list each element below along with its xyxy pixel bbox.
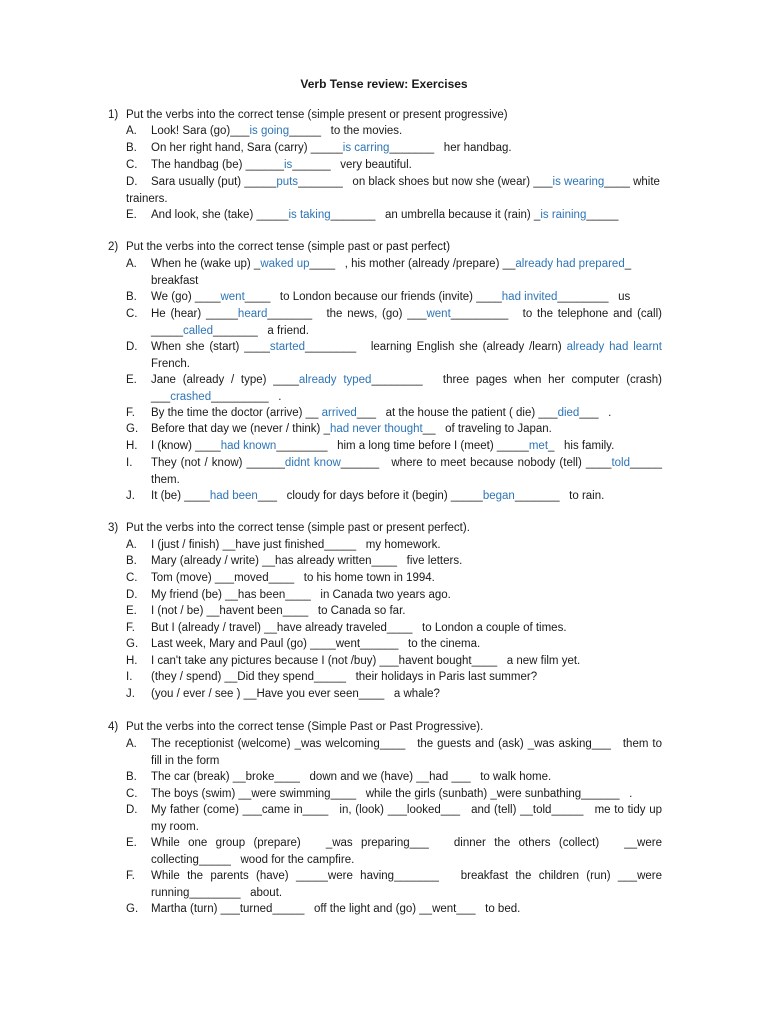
exercise-item xyxy=(126,835,666,868)
item-text-segment: And look, she (take) _____ xyxy=(151,209,289,221)
item-text-segment: He (hear) _____ xyxy=(151,308,238,320)
section-number: 1) xyxy=(108,109,119,121)
item-text-segment: The boys (swim) __were swimming____ while the girls (sunbath) _were sunbathing______ . xyxy=(151,788,633,800)
section-1-instruction xyxy=(108,107,508,123)
exercise-item xyxy=(126,868,666,901)
item-label: B. xyxy=(126,555,137,567)
item-label: G. xyxy=(126,903,139,915)
filled-answer: is xyxy=(284,159,293,171)
exercise-item xyxy=(126,620,662,637)
item-text xyxy=(126,603,662,620)
item-text-segment: Look! Sara (go)___ xyxy=(151,125,250,137)
item-text-segment: _______ to rain. xyxy=(514,490,605,502)
item-text-segment: Jane (already / type) ____ xyxy=(151,374,299,386)
exercise-item xyxy=(126,123,662,140)
page-title: Verb Tense review: Exercises xyxy=(300,77,468,91)
item-text-segment: By the time the doctor (arrive) __ xyxy=(151,407,322,419)
item-text-segment: ________ three pages when her computer (crash) ___ xyxy=(151,374,666,403)
section-4-instruction xyxy=(108,719,483,735)
item-text-segment: ____ , his mother (already /prepare) __ xyxy=(309,258,516,270)
item-text-segment: Tom (move) ___moved____ to his home town in 1994. xyxy=(151,572,435,584)
item-text-segment: It (be) ____ xyxy=(151,490,210,502)
item-text-segment: When he (wake up) _ xyxy=(151,258,261,270)
filled-answer: is carring xyxy=(342,142,390,154)
item-text-segment: _ his family. xyxy=(548,440,615,452)
item-label: D. xyxy=(126,176,138,188)
item-label: I. xyxy=(126,671,133,683)
exercise-item xyxy=(126,157,662,174)
item-text xyxy=(126,372,666,405)
exercise-item xyxy=(126,603,662,620)
item-label: F. xyxy=(126,622,135,634)
filled-answer: started xyxy=(269,341,306,353)
filled-answer: called xyxy=(182,324,214,337)
item-text-segment: Sara usually (put) _____ xyxy=(151,176,277,188)
exercise-item xyxy=(126,570,662,587)
filled-answer: is wearing xyxy=(552,176,605,188)
exercise-item xyxy=(126,537,662,554)
item-text-segment: (you / ever / see ) __Have you ever seen____ a whale? xyxy=(151,688,440,700)
exercise-item xyxy=(126,769,662,786)
item-text-segment: The handbag (be) ______ xyxy=(151,159,284,171)
item-text xyxy=(126,438,662,455)
filled-answer: had known xyxy=(220,440,277,452)
item-text-segment: ____ white trainers. xyxy=(126,176,664,205)
item-text xyxy=(126,786,662,803)
item-label: D. xyxy=(126,341,138,353)
item-text-segment: I (know) ____ xyxy=(151,440,221,452)
item-text xyxy=(126,207,662,224)
filled-answer: didnt know xyxy=(284,457,341,469)
section-number: 4) xyxy=(108,721,119,733)
item-label: A. xyxy=(126,738,137,750)
item-text-segment: ________ us xyxy=(557,291,631,303)
item-text-segment: _______ her handbag. xyxy=(389,142,512,154)
exercise-item xyxy=(126,802,666,835)
item-text-segment: _______ an umbrella because it (rain) _ xyxy=(330,209,541,221)
item-label: A. xyxy=(126,539,137,551)
item-text-segment: _____ to the movies. xyxy=(289,125,403,137)
item-text-segment: __ of traveling to Japan. xyxy=(422,423,552,435)
exercise-item xyxy=(126,207,662,224)
item-text-segment: _______ a friend. xyxy=(213,324,309,337)
item-text-segment: My father (come) ___came in____ in, (look) ___looked___ and (tell) __told_____ me to tidy up my room. xyxy=(151,804,666,833)
filled-answer: is taking xyxy=(288,209,331,221)
exercise-item xyxy=(126,438,662,455)
section-number: 3) xyxy=(108,522,119,534)
item-text-segment: But I (already / travel) __have already traveled____ to London a couple of times. xyxy=(151,622,567,634)
item-text-segment: Last week, Mary and Paul (go) ____went______ to the cinema. xyxy=(151,638,481,650)
item-text xyxy=(126,901,662,918)
filled-answer: had invited xyxy=(501,291,558,303)
item-text-segment: _____ xyxy=(586,209,619,221)
item-text-segment: I can't take any pictures because I (not /buy) ___havent bought____ a new film yet. xyxy=(151,655,581,667)
item-label: C. xyxy=(126,159,138,171)
section-3-instruction xyxy=(108,520,470,536)
item-text-segment: The receptionist (welcome) _was welcoming____ the guests and (ask) _was asking___ them to fill in the form xyxy=(151,738,666,767)
item-label: G. xyxy=(126,638,139,650)
item-label: E. xyxy=(126,605,137,617)
filled-answer: died xyxy=(557,407,580,419)
item-label: C. xyxy=(126,788,138,800)
item-text-segment: Mary (already / write) __has already written____ five letters. xyxy=(151,555,463,567)
item-text-segment: ______ very beautiful. xyxy=(292,159,412,171)
exercise-item xyxy=(126,786,662,803)
item-text-segment: (they / spend) __Did they spend_____ their holidays in Paris last summer? xyxy=(151,671,538,683)
section-instruction-text: Put the verbs into the correct tense (Simple Past or Past Progressive). xyxy=(126,721,484,733)
filled-answer: puts xyxy=(276,176,299,188)
exercise-item xyxy=(126,901,662,918)
filled-answer: is going xyxy=(249,125,290,137)
filled-answer: went xyxy=(220,291,245,303)
item-text-segment: ________ learning English she (already /learn) xyxy=(305,341,567,353)
item-text xyxy=(126,553,662,570)
item-text xyxy=(126,289,662,306)
item-text xyxy=(126,405,662,422)
filled-answer: met xyxy=(528,440,549,452)
filled-answer: already had prepared xyxy=(515,258,625,270)
filled-answer: began xyxy=(482,490,515,502)
exercise-item xyxy=(126,306,666,339)
item-text-segment: My friend (be) __has been____ in Canada two years ago. xyxy=(151,589,451,601)
section-instruction-text: Put the verbs into the correct tense (simple past or past perfect) xyxy=(126,241,451,253)
filled-answer: heard xyxy=(237,308,268,320)
item-label: H. xyxy=(126,440,138,452)
item-label: E. xyxy=(126,837,137,849)
item-text-segment: The car (break) __broke____ down and we (have) __had ___ to walk home. xyxy=(151,771,552,783)
item-text-segment: ___ . xyxy=(579,407,612,419)
exercise-item xyxy=(126,669,662,686)
item-text-segment: On her right hand, Sara (carry) _____ xyxy=(151,142,343,154)
exercise-item xyxy=(126,455,672,488)
item-text-segment: Before that day we (never / think) _ xyxy=(151,423,330,435)
exercise-item xyxy=(126,488,662,505)
item-text-segment: I (not / be) __havent been____ to Canada so far. xyxy=(151,605,406,617)
exercise-item xyxy=(126,339,669,372)
filled-answer: already typed xyxy=(298,374,372,386)
section-instruction-text: Put the verbs into the correct tense (simple past or present perfect). xyxy=(126,522,470,534)
item-label: D. xyxy=(126,589,138,601)
item-text-segment: They (not / know) ______ xyxy=(151,457,285,469)
item-text xyxy=(126,636,662,653)
filled-answer: already had learnt xyxy=(566,341,662,353)
item-label: G. xyxy=(126,423,139,435)
item-text xyxy=(126,455,672,488)
filled-answer: arrived xyxy=(321,407,357,419)
item-text-segment: _______ the news, (go) ___ xyxy=(267,308,427,320)
item-text xyxy=(126,174,662,207)
section-number: 2) xyxy=(108,241,119,253)
filled-answer: had never thought xyxy=(329,423,423,435)
item-label: H. xyxy=(126,655,138,667)
item-text xyxy=(126,421,662,438)
filled-answer: crashed xyxy=(170,390,212,403)
item-text xyxy=(126,669,662,686)
item-text xyxy=(126,339,669,372)
filled-answer: had been xyxy=(209,490,258,502)
item-text xyxy=(126,802,666,835)
item-text xyxy=(126,620,662,637)
item-text-segment: ___ cloudy for days before it (begin) _____ xyxy=(257,490,483,502)
item-text-segment: Martha (turn) ___turned_____ off the light and (go) __went___ to bed. xyxy=(151,903,521,915)
item-label: E. xyxy=(126,374,137,386)
item-text xyxy=(126,256,662,289)
item-text xyxy=(126,537,662,554)
item-text xyxy=(126,868,666,901)
exercise-item xyxy=(126,421,662,438)
item-text xyxy=(126,157,662,174)
item-text-segment: ___ at the house the patient ( die) ___ xyxy=(356,407,558,419)
filled-answer: waked up xyxy=(260,258,310,270)
exercise-item xyxy=(126,736,666,769)
item-label: J. xyxy=(126,688,135,700)
item-text xyxy=(126,140,662,157)
item-text-segment: We (go) ____ xyxy=(151,291,221,303)
item-text xyxy=(126,570,662,587)
item-label: D. xyxy=(126,804,138,816)
item-text xyxy=(126,123,662,140)
item-text-segment: _________ . xyxy=(211,390,282,403)
item-text xyxy=(126,736,666,769)
item-text-segment: _______ on black shoes but now she (wear) ___ xyxy=(298,176,553,188)
item-label: F. xyxy=(126,870,135,882)
section-2-instruction xyxy=(108,239,450,255)
exercise-item xyxy=(126,653,662,670)
item-text xyxy=(126,835,666,868)
section-instruction-text: Put the verbs into the correct tense (simple present or present progressive) xyxy=(126,109,508,121)
item-label: E. xyxy=(126,209,137,221)
item-label: C. xyxy=(126,308,138,320)
exercise-item xyxy=(126,289,662,306)
item-text-segment: While the parents (have) _____were having_______ breakfast the children (run) ___were running________ about. xyxy=(151,870,666,899)
item-text-segment: French. xyxy=(151,341,669,370)
exercise-item xyxy=(126,587,662,604)
filled-answer: is raining xyxy=(540,209,587,221)
item-text-segment: _ breakfast xyxy=(151,258,635,287)
item-text-segment: I (just / finish) __have just finished_____ my homework. xyxy=(151,539,441,551)
item-text xyxy=(126,587,662,604)
item-text-segment: ______ where to meet because nobody (tell) ____ xyxy=(340,457,612,469)
exercise-item xyxy=(126,553,662,570)
filled-answer: told xyxy=(611,457,630,469)
item-label: B. xyxy=(126,142,137,154)
item-text-segment: ____ to London because our friends (invite) ____ xyxy=(244,291,502,303)
item-label: C. xyxy=(126,572,138,584)
item-label: F. xyxy=(126,407,135,419)
item-text-segment: _________ to the telephone and (call) _____ xyxy=(151,308,666,337)
item-label: J. xyxy=(126,490,135,502)
item-label: B. xyxy=(126,771,137,783)
exercise-item xyxy=(126,256,662,289)
item-label: A. xyxy=(126,125,137,137)
exercise-item xyxy=(126,686,662,703)
exercise-item xyxy=(126,636,662,653)
item-label: B. xyxy=(126,291,137,303)
item-text xyxy=(126,488,662,505)
item-text-segment: _____ them. xyxy=(151,457,672,486)
item-label: A. xyxy=(126,258,137,270)
item-text xyxy=(126,686,662,703)
item-label: I. xyxy=(126,457,133,469)
exercise-item xyxy=(126,140,662,157)
item-text xyxy=(126,306,666,339)
item-text xyxy=(126,653,662,670)
item-text-segment: When she (start) ____ xyxy=(151,341,270,353)
item-text xyxy=(126,769,662,786)
item-text-segment: ________ him a long time before I (meet) _____ xyxy=(276,440,529,452)
item-text-segment: While one group (prepare) _was preparing___ dinner the others (collect) __were collecting_____ wood for the campfire. xyxy=(151,837,666,866)
exercise-item xyxy=(126,372,666,405)
filled-answer: went xyxy=(426,308,451,320)
exercise-item xyxy=(126,174,662,207)
exercise-item xyxy=(126,405,662,422)
